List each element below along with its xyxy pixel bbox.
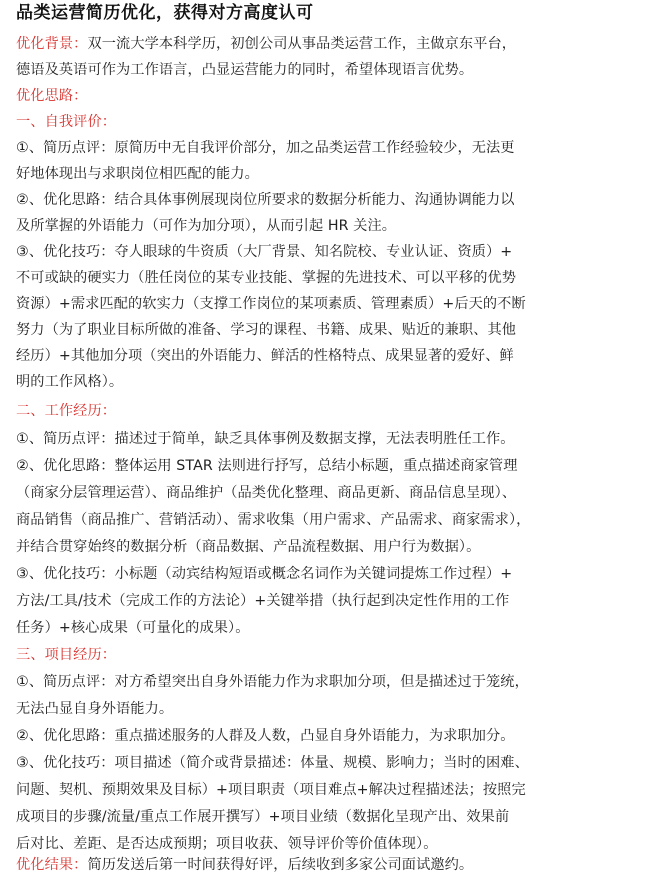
section-1-line: 及所掌握的外语能力（可作为加分项），从而引起 HR 关注。 (16, 218, 397, 234)
section-3-line: 后对比、差距、是否达成预期；项目收获、领导评价等价值体现）。 (16, 836, 438, 852)
section-3-line: ①、简历点评：对方希望突出自身外语能力作为求职加分项，但是描述过于笼统， (16, 674, 529, 690)
background-label: 优化背景： (16, 36, 88, 52)
section-2-line: 并结合贯穿始终的数据分析（商品数据、产品流程数据、用户行为数据）。 (16, 539, 481, 555)
section-3-line: 问题、契机、预期效果及目标）+项目职责（项目难点+解决过程描述法；按照完 (16, 782, 526, 798)
section-3-line: ②、优化思路：重点描述服务的人群及人数，凸显自身外语能力，为求职加分。 (16, 728, 515, 744)
section-2-line: ③、优化技巧：小标题（动宾结构短语或概念名词作为关键词提炼工作过程）+ (16, 566, 513, 582)
section-heading-project-experience: 三、项目经历： (16, 647, 117, 663)
section-2-line: 商品销售（商品推广、营销活动）、需求收集（用户需求、产品需求、商家需求）， (16, 512, 531, 528)
approach-label: 优化思路： (16, 88, 88, 104)
section-2-line: 方法/工具/技术（完成工作的方法论）+关键举措（执行起到决定性作用的工作 (16, 593, 510, 609)
section-1-line: 经历）+其他加分项（突出的外语能力、鲜活的性格特点、成果显著的爱好、鲜 (16, 348, 514, 364)
section-1-line: 资源）+需求匹配的软实力（支撑工作岗位的某项素质、管理素质）+后天的不断 (16, 296, 526, 312)
result-label: 优化结果： (16, 857, 88, 873)
section-1-line: 努力（为了职业目标所做的准备、学习的课程、书籍、成果、贴近的兼职、其他 (16, 322, 517, 338)
background-text-1: 双一流大学本科学历，初创公司从事品类运营工作，主做京东平台， (87, 36, 517, 52)
section-3-line: 无法凸显自身外语能力。 (16, 701, 174, 717)
section-1-line: 不可或缺的硬实力（胜任岗位的某专业技能、掌握的先进技术、可以平移的优势 (16, 270, 517, 286)
background-line-1 (16, 31, 646, 57)
section-1-line: ①、简历点评：原简历中无自我评价部分，加之品类运营工作经验较少，无法更 (16, 140, 515, 156)
section-1-line: ③、优化技巧：夺人眼球的牛资质（大厂背景、知名院校、专业认证、资质）+ (16, 244, 513, 260)
section-2-line: ①、简历点评：描述过于简单，缺乏具体事例及数据支撑，无法表明胜任工作。 (16, 431, 515, 447)
result-text: 简历发送后第一时间获得好评，后续收到多家公司面试邀约。 (87, 857, 474, 873)
section-1-line: ②、优化思路：结合具体事例展现岗位所要求的数据分析能力、沟通协调能力以 (16, 192, 515, 208)
section-heading-self-evaluation: 一、自我评价： (16, 114, 117, 130)
section-2-line: 任务）+核心成果（可量化的成果）。 (16, 620, 250, 636)
result-line (16, 852, 646, 878)
section-2-line: ②、优化思路：整体运用 STAR 法则进行抒写，总结小标题，重点描述商家管理 (16, 458, 518, 474)
section-3-line: 成项目的步骤/流量/重点工作展开撰写）+项目业绩（数据化呈现产出、效果前 (16, 809, 510, 825)
section-3-line: ③、优化技巧：项目描述（简介或背景描述：体量、规模、影响力；当时的困难、 (16, 755, 529, 771)
section-heading-work-experience: 二、工作经历： (16, 403, 117, 419)
section-1-line: 好地体现出与求职岗位相匹配的能力。 (16, 166, 259, 182)
section-1-line: 明的工作风格）。 (16, 374, 124, 390)
section-2-line: （商家分层管理运营）、商品维护（品类优化整理、商品更新、商品信息呈现）、 (16, 485, 517, 501)
page-title: 品类运营简历优化，获得对方高度认可 (16, 3, 314, 23)
background-line-2: 德语及英语可作为工作语言，凸显运营能力的同时，希望体现语言优势。 (16, 62, 474, 78)
